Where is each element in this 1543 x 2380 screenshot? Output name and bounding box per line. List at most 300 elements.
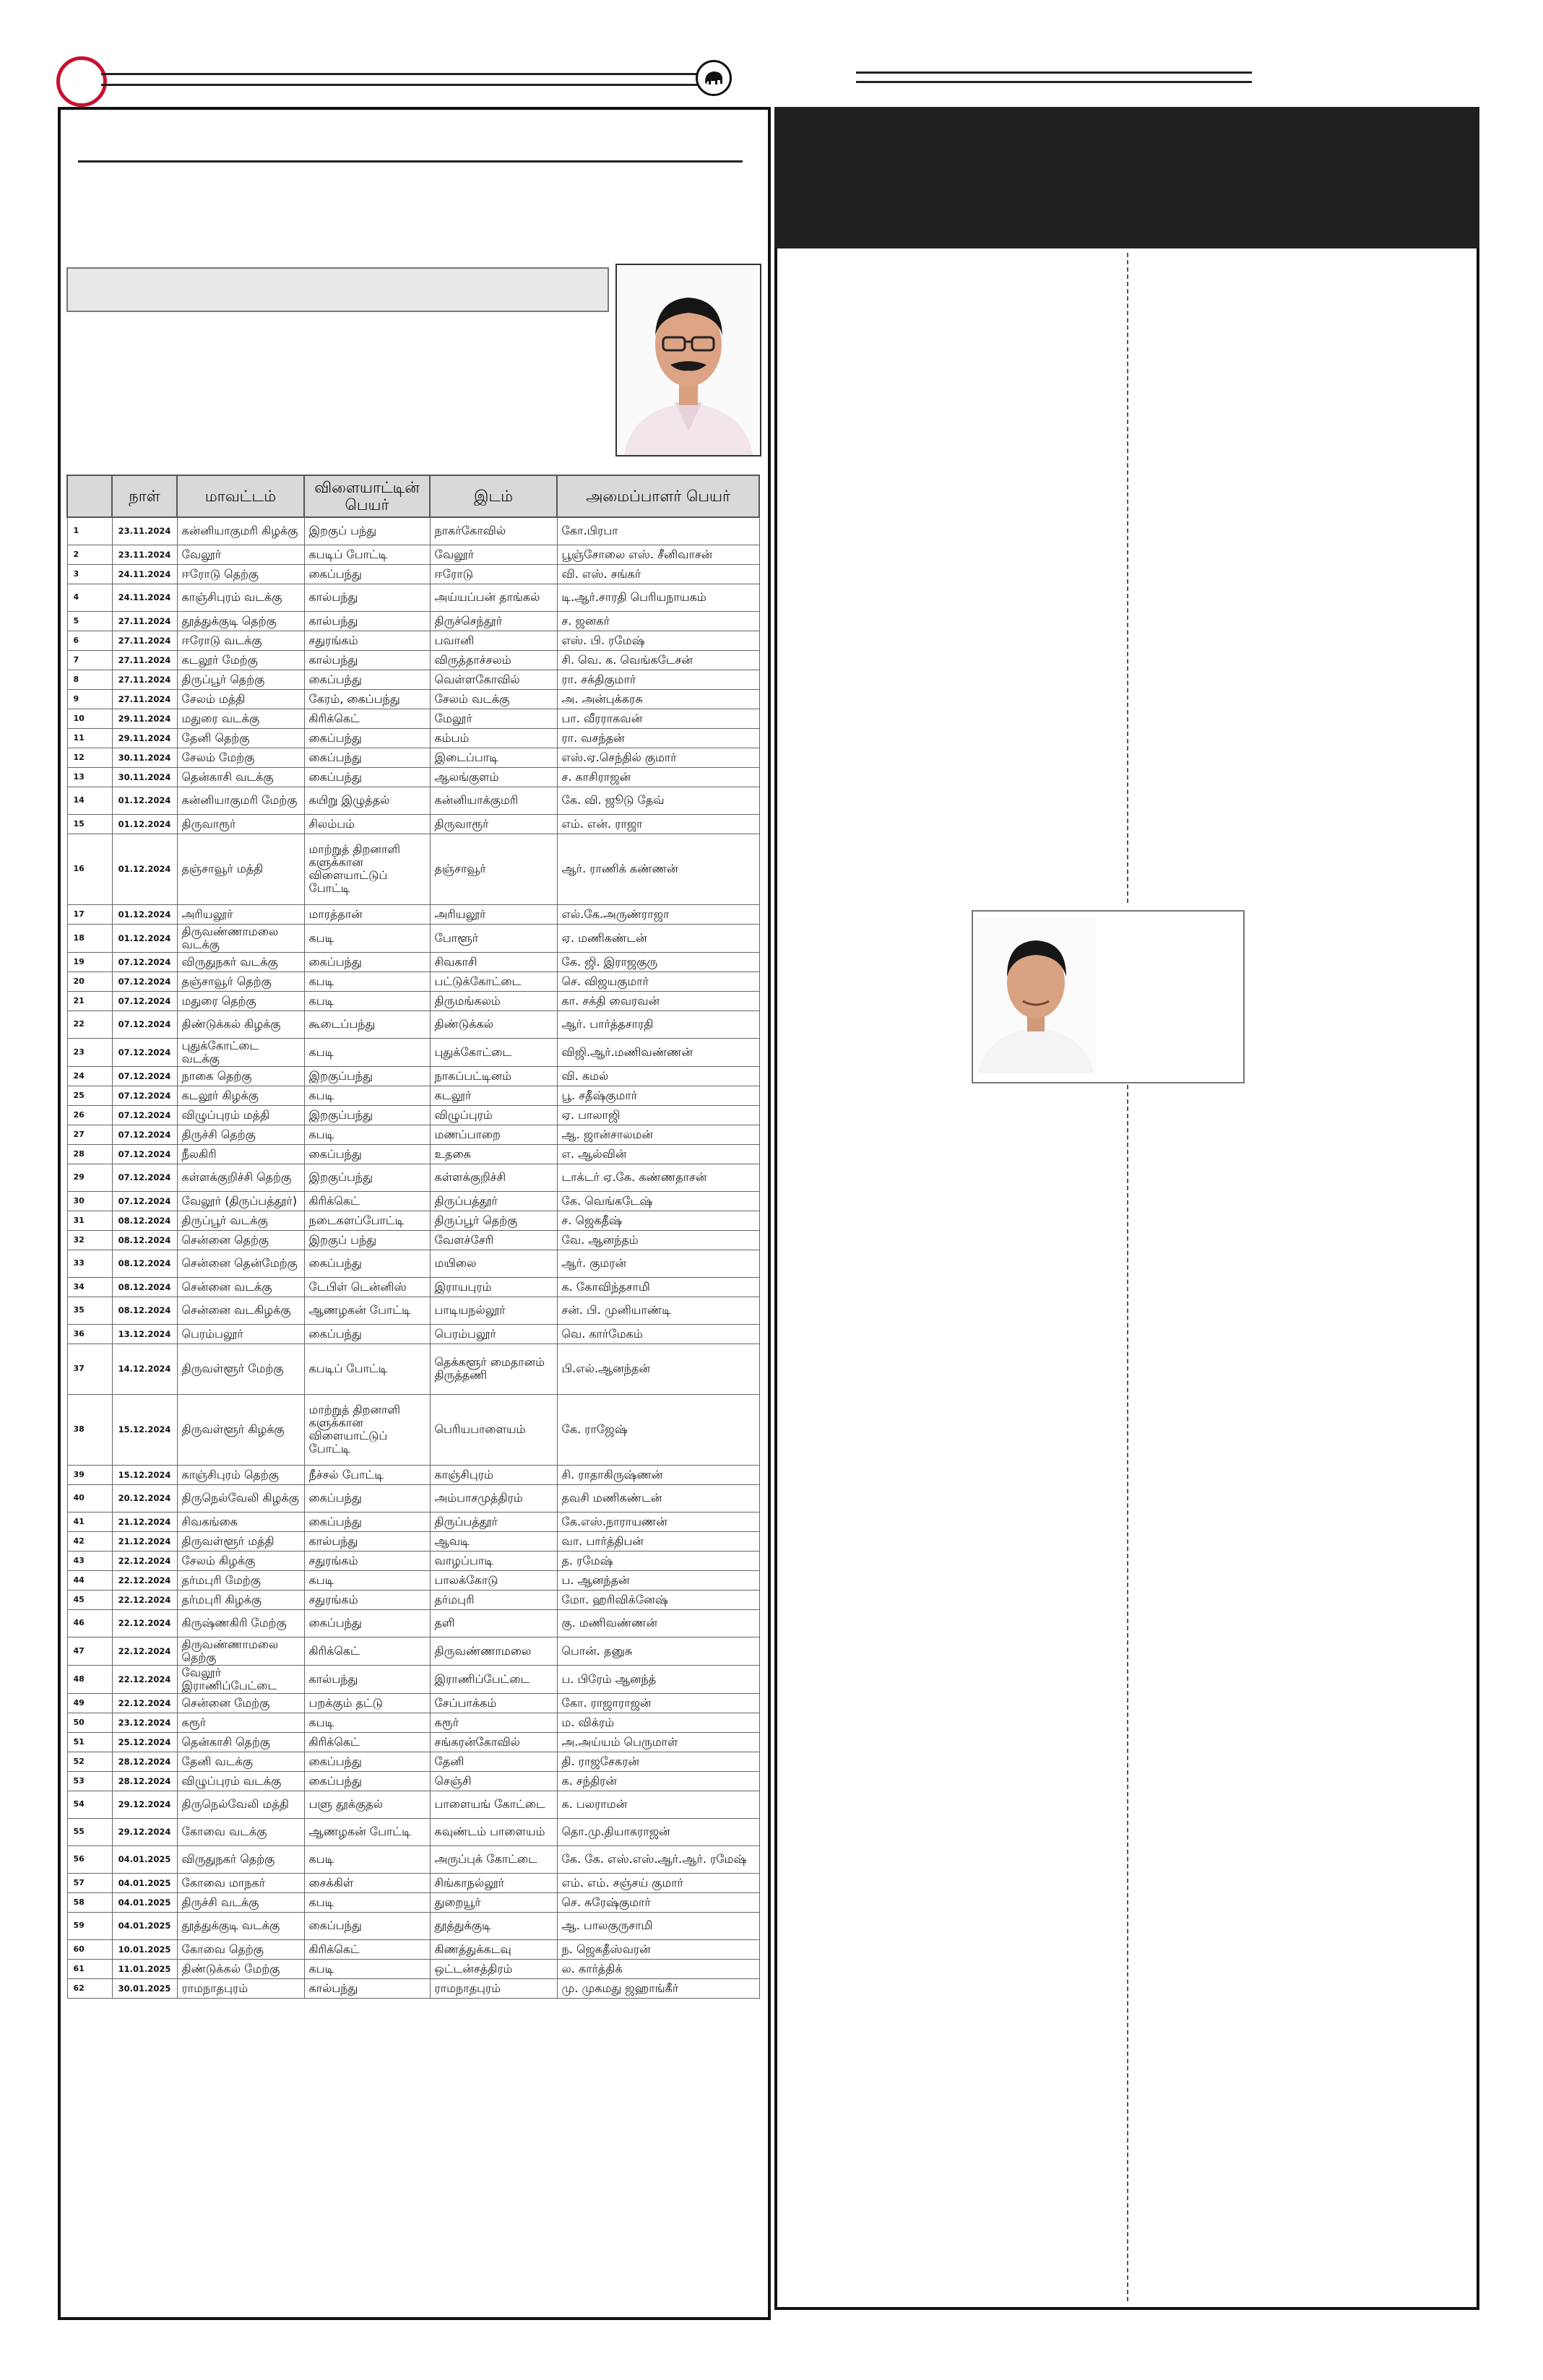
row-district: தேனி வடக்கு: [177, 1752, 304, 1771]
row-venue: திண்டுக்கல்: [430, 1011, 557, 1038]
row-number: 4: [67, 584, 112, 611]
row-number: 53: [67, 1771, 112, 1791]
row-district: திருப்பூர் வடக்கு: [177, 1211, 304, 1230]
table-row: [67, 1164, 759, 1191]
row-venue: பவானி: [430, 631, 557, 650]
table-row: [67, 991, 759, 1011]
row-date: 07.12.2024: [112, 1164, 177, 1191]
row-number: 43: [67, 1551, 112, 1570]
row-date: 29.11.2024: [112, 728, 177, 748]
table-row: [67, 1845, 759, 1873]
row-date: 22.12.2024: [112, 1693, 177, 1713]
row-number: 27: [67, 1125, 112, 1144]
row-venue: பட்டுக்கோட்டை: [430, 972, 557, 991]
row-venue: ஆவடி: [430, 1531, 557, 1551]
row-organizer: ஆ. ஜான்சாலமன்: [557, 1125, 759, 1144]
row-sport: நடைகளப்போட்டி: [304, 1211, 430, 1230]
row-number: 12: [67, 748, 112, 767]
row-number: 39: [67, 1465, 112, 1484]
row-date: 07.12.2024: [112, 1105, 177, 1125]
row-number: 57: [67, 1873, 112, 1892]
row-date: 24.11.2024: [112, 584, 177, 611]
row-district: தென்காசி தெற்கு: [177, 1732, 304, 1752]
table-row: [67, 1465, 759, 1484]
row-district: தர்மபுரி மேற்கு: [177, 1570, 304, 1590]
table-row: [67, 650, 759, 670]
row-date: 25.12.2024: [112, 1732, 177, 1752]
row-date: 01.12.2024: [112, 814, 177, 834]
row-date: 08.12.2024: [112, 1230, 177, 1250]
row-number: 62: [67, 1978, 112, 1998]
row-number: 14: [67, 787, 112, 814]
row-sport: கிரிக்கெட்: [304, 1732, 430, 1752]
row-venue: அருப்புக் கோட்டை: [430, 1845, 557, 1873]
row-venue: ஈரோடு: [430, 564, 557, 584]
row-date: 07.12.2024: [112, 1086, 177, 1105]
row-district: சேலம் மத்தி: [177, 689, 304, 709]
row-date: 29.12.2024: [112, 1791, 177, 1818]
row-venue: அரியலூர்: [430, 904, 557, 924]
row-sport: கபடிப் போட்டி: [304, 545, 430, 564]
row-venue: செஞ்சி: [430, 1771, 557, 1791]
row-district: சிவகங்கை: [177, 1512, 304, 1531]
row-date: 11.01.2025: [112, 1959, 177, 1978]
row-organizer: த. ரமேஷ்: [557, 1551, 759, 1570]
header-organizer: அமைப்பாளர் பெயர்: [557, 475, 759, 517]
table-row: [67, 1191, 759, 1211]
row-district: நாகை தெற்கு: [177, 1066, 304, 1086]
row-date: 27.11.2024: [112, 611, 177, 631]
row-district: புதுக்கோட்டை வடக்கு: [177, 1038, 304, 1066]
row-organizer: ஏ. மணிகண்டன்: [557, 924, 759, 952]
row-venue: புதுக்கோட்டை: [430, 1038, 557, 1066]
row-venue: இராயபுரம்: [430, 1277, 557, 1297]
row-district: சென்னை தெற்கு: [177, 1230, 304, 1250]
row-number: 26: [67, 1105, 112, 1125]
table-row: [67, 1892, 759, 1912]
table-row: [67, 1713, 759, 1732]
row-venue: விழுப்புரம்: [430, 1105, 557, 1125]
row-district: கோவை வடக்கு: [177, 1818, 304, 1845]
row-organizer: க. கோவிந்தசாமி: [557, 1277, 759, 1297]
row-sport: கால்பந்து: [304, 650, 430, 670]
row-district: திருவண்ணாமலை வடக்கு: [177, 924, 304, 952]
table-row: [67, 1637, 759, 1665]
row-number: 60: [67, 1939, 112, 1959]
right-headline-panel: [774, 107, 1479, 248]
row-district: விருதுநகர் தெற்கு: [177, 1845, 304, 1873]
row-sport: கிரிக்கெட்: [304, 1637, 430, 1665]
table-row: [67, 1590, 759, 1609]
row-sport: கபடி: [304, 1086, 430, 1105]
row-sport: கைப்பந்து: [304, 1512, 430, 1531]
row-sport: கைப்பந்து: [304, 767, 430, 787]
masthead-circle-ornament: [56, 56, 107, 107]
row-date: 08.12.2024: [112, 1211, 177, 1230]
row-venue: ஒட்டன்சத்திரம்: [430, 1959, 557, 1978]
row-venue: மணப்பாறை: [430, 1125, 557, 1144]
row-district: அரியலூர்: [177, 904, 304, 924]
row-date: 07.12.2024: [112, 972, 177, 991]
row-district: கள்ளக்குறிச்சி தெற்கு: [177, 1164, 304, 1191]
row-organizer: டி.ஆர்.சாரதி பெரியநாயகம்: [557, 584, 759, 611]
header-venue: இடம்: [430, 475, 557, 517]
row-venue: வாழப்பாடி: [430, 1551, 557, 1570]
row-number: 11: [67, 728, 112, 748]
row-organizer: கே. ராஜேஷ்: [557, 1394, 759, 1465]
row-date: 07.12.2024: [112, 991, 177, 1011]
row-number: 59: [67, 1912, 112, 1939]
row-venue: நாகப்பட்டினம்: [430, 1066, 557, 1086]
row-organizer: கு. மணிவண்ணன்: [557, 1609, 759, 1637]
row-sport: கைப்பந்து: [304, 1484, 430, 1512]
row-venue: சேலம் வடக்கு: [430, 689, 557, 709]
row-date: 04.01.2025: [112, 1845, 177, 1873]
table-row: [67, 1066, 759, 1086]
row-venue: திருப்பூர் தெற்கு: [430, 1211, 557, 1230]
table-row: [67, 1912, 759, 1939]
row-organizer: பா. வீரராகவன்: [557, 709, 759, 728]
row-number: 22: [67, 1011, 112, 1038]
table-row: [67, 787, 759, 814]
row-organizer: வே. ஆனந்தம்: [557, 1230, 759, 1250]
row-venue: ராமநாதபுரம்: [430, 1978, 557, 1998]
row-sport: கைப்பந்து: [304, 952, 430, 972]
row-venue: பாடியநல்லூர்: [430, 1297, 557, 1324]
row-date: 01.12.2024: [112, 834, 177, 904]
table-row: [67, 834, 759, 904]
row-date: 01.12.2024: [112, 924, 177, 952]
row-sport: கால்பந்து: [304, 1978, 430, 1998]
row-venue: கம்பம்: [430, 728, 557, 748]
row-number: 46: [67, 1609, 112, 1637]
table-row: [67, 1038, 759, 1066]
row-date: 29.12.2024: [112, 1818, 177, 1845]
row-organizer: சி. வெ. க. வெங்கடேசன்: [557, 650, 759, 670]
row-sport: மாரத்தான்: [304, 904, 430, 924]
row-district: கரூர்: [177, 1713, 304, 1732]
row-number: 18: [67, 924, 112, 952]
row-date: 07.12.2024: [112, 1011, 177, 1038]
row-venue: சேப்பாக்கம்: [430, 1693, 557, 1713]
row-sport: ஆணழகன் போட்டி: [304, 1818, 430, 1845]
row-organizer: செ. சுரேஷ்குமார்: [557, 1892, 759, 1912]
row-venue: நாகர்கோவில்: [430, 517, 557, 545]
row-district: தேனி தெற்கு: [177, 728, 304, 748]
row-date: 04.01.2025: [112, 1912, 177, 1939]
row-sport: கால்பந்து: [304, 1665, 430, 1693]
row-organizer: எஸ்.ஏ.செந்தில் குமார்: [557, 748, 759, 767]
row-organizer: ப. ஆனந்தன்: [557, 1570, 759, 1590]
header-number: [67, 475, 112, 517]
table-header-row: [67, 475, 759, 517]
row-date: 10.01.2025: [112, 1939, 177, 1959]
row-sport: கபடி: [304, 991, 430, 1011]
table-row: [67, 1484, 759, 1512]
row-venue: தஞ்சாவூர்: [430, 834, 557, 904]
table-body: [67, 517, 759, 1998]
row-venue: திருச்செந்தூர்: [430, 611, 557, 631]
row-organizer: கே. வி. ஜூடு தேவ்: [557, 787, 759, 814]
article-title-rule: [78, 160, 743, 163]
row-district: ஈரோடு தெற்கு: [177, 564, 304, 584]
header-district: மாவட்டம்: [177, 475, 304, 517]
row-organizer: எம். எம். சஞ்சய் குமார்: [557, 1873, 759, 1892]
row-organizer: பொன். தனுசு: [557, 1637, 759, 1665]
row-date: 04.01.2025: [112, 1873, 177, 1892]
table-row: [67, 564, 759, 584]
row-number: 31: [67, 1211, 112, 1230]
table-row: [67, 767, 759, 787]
row-district: தூத்துக்குடி வடக்கு: [177, 1912, 304, 1939]
row-district: திருப்பூர் தெற்கு: [177, 670, 304, 689]
table-row: [67, 1609, 759, 1637]
row-number: 28: [67, 1144, 112, 1164]
row-date: 07.12.2024: [112, 952, 177, 972]
table-row: [67, 1752, 759, 1771]
row-venue: கன்னியாக்குமரி: [430, 787, 557, 814]
row-sport: கயிறு இழுத்தல்: [304, 787, 430, 814]
row-venue: திருப்பத்தூர்: [430, 1191, 557, 1211]
row-district: நீலகிரி: [177, 1144, 304, 1164]
row-organizer: சன். பி. முனியாண்டி: [557, 1297, 759, 1324]
row-organizer: பூஞ்சோலை எஸ். சீனிவாசன்: [557, 545, 759, 564]
row-organizer: க. பலராமன்: [557, 1791, 759, 1818]
row-number: 37: [67, 1343, 112, 1394]
row-date: 21.12.2024: [112, 1512, 177, 1531]
table-row: [67, 1665, 759, 1693]
table-row: [67, 1791, 759, 1818]
row-organizer: எம். என். ராஜா: [557, 814, 759, 834]
row-district: சென்னை தென்மேற்கு: [177, 1250, 304, 1277]
row-venue: திருவாரூர்: [430, 814, 557, 834]
row-district: வேலூர் (திருப்பத்தூர்): [177, 1191, 304, 1211]
row-sport: இறகுப்பந்து: [304, 1164, 430, 1191]
table-row: [67, 1324, 759, 1343]
row-sport: இறகுப் பந்து: [304, 1230, 430, 1250]
row-venue: தேனி: [430, 1752, 557, 1771]
row-organizer: கே. வெங்கடேஷ்: [557, 1191, 759, 1211]
row-district: திருச்சி தெற்கு: [177, 1125, 304, 1144]
row-date: 27.11.2024: [112, 689, 177, 709]
row-district: திருவள்ளூர் மத்தி: [177, 1531, 304, 1551]
row-organizer: பூ. சதீஷ்குமார்: [557, 1086, 759, 1105]
row-sport: சைக்கிள்: [304, 1873, 430, 1892]
table-row: [67, 1144, 759, 1164]
row-venue: வெள்ளகோவில்: [430, 670, 557, 689]
table-row: [67, 728, 759, 748]
row-number: 41: [67, 1512, 112, 1531]
row-district: சேலம் மேற்கு: [177, 748, 304, 767]
row-organizer: ச. ஜனகர்: [557, 611, 759, 631]
row-sport: மாற்றுத் திறனாளி களுக்கான விளையாட்டுப் போட்டி: [304, 1394, 430, 1465]
row-venue: போளூர்: [430, 924, 557, 952]
row-number: 36: [67, 1324, 112, 1343]
row-sport: மாற்றுத் திறனாளி களுக்கான விளையாட்டுப் போட்டி: [304, 834, 430, 904]
row-district: தஞ்சாவூர் தெற்கு: [177, 972, 304, 991]
row-date: 22.12.2024: [112, 1665, 177, 1693]
row-venue: தெக்களூர் மைதானம் திருத்தணி: [430, 1343, 557, 1394]
table-row: [67, 1693, 759, 1713]
row-date: 08.12.2024: [112, 1277, 177, 1297]
author-photo-1: [615, 264, 761, 456]
row-date: 22.12.2024: [112, 1570, 177, 1590]
column-divider-lower: [1127, 1085, 1128, 2301]
row-organizer: வெ. கார்மேகம்: [557, 1324, 759, 1343]
row-sport: சதுரங்கம்: [304, 631, 430, 650]
row-venue: தர்மபுரி: [430, 1590, 557, 1609]
row-district: கோவை தெற்கு: [177, 1939, 304, 1959]
table-row: [67, 1105, 759, 1125]
row-sport: கபடி: [304, 1892, 430, 1912]
masthead-double-rule-right: [856, 72, 1252, 83]
row-district: வேலூர்: [177, 545, 304, 564]
row-date: 30.11.2024: [112, 748, 177, 767]
table-row: [67, 972, 759, 991]
row-sport: கபடி: [304, 1125, 430, 1144]
row-venue: விருத்தாச்சலம்: [430, 650, 557, 670]
row-number: 21: [67, 991, 112, 1011]
row-venue: அய்யப்பன் தாங்கல்: [430, 584, 557, 611]
row-district: கடலூர் கிழக்கு: [177, 1086, 304, 1105]
row-venue: சங்கரன்கோவில்: [430, 1732, 557, 1752]
row-number: 42: [67, 1531, 112, 1551]
row-sport: கைப்பந்து: [304, 1609, 430, 1637]
row-date: 13.12.2024: [112, 1324, 177, 1343]
table-row: [67, 670, 759, 689]
row-date: 01.12.2024: [112, 904, 177, 924]
row-sport: கபடிப் போட்டி: [304, 1343, 430, 1394]
row-number: 61: [67, 1959, 112, 1978]
row-number: 2: [67, 545, 112, 564]
row-number: 15: [67, 814, 112, 834]
row-organizer: எ. ஆல்வின்: [557, 1144, 759, 1164]
row-district: கோவை மாநகர்: [177, 1873, 304, 1892]
header-sport: விளையாட்டின் பெயர்: [304, 475, 430, 517]
table-row: [67, 517, 759, 545]
row-venue: வேலூர்: [430, 545, 557, 564]
row-district: திருநெல்வேலி கிழக்கு: [177, 1484, 304, 1512]
row-sport: கேரம், கைப்பந்து: [304, 689, 430, 709]
row-organizer: கே. கே. எஸ்.எஸ்.ஆர்.ஆர். ரமேஷ்: [557, 1845, 759, 1873]
row-venue: பாளையங் கோட்டை: [430, 1791, 557, 1818]
row-number: 49: [67, 1693, 112, 1713]
row-number: 33: [67, 1250, 112, 1277]
row-venue: கடலூர்: [430, 1086, 557, 1105]
table-row: [67, 1211, 759, 1230]
row-sport: கைப்பந்து: [304, 748, 430, 767]
row-date: 27.11.2024: [112, 650, 177, 670]
row-number: 23: [67, 1038, 112, 1066]
row-district: சென்னை மேற்கு: [177, 1693, 304, 1713]
row-number: 52: [67, 1752, 112, 1771]
row-date: 08.12.2024: [112, 1250, 177, 1277]
row-organizer: சி. ராதாகிருஷ்ணன்: [557, 1465, 759, 1484]
row-organizer: ஆர். குமரன்: [557, 1250, 759, 1277]
row-date: 08.12.2024: [112, 1297, 177, 1324]
row-sport: கபடி: [304, 1038, 430, 1066]
row-sport: நீச்சல் போட்டி: [304, 1465, 430, 1484]
row-organizer: ஆர். ராணிக் கண்ணன்: [557, 834, 759, 904]
masthead-double-rule-left: [101, 73, 697, 86]
table-row: [67, 1570, 759, 1590]
row-sport: கைப்பந்து: [304, 564, 430, 584]
table-row: [67, 689, 759, 709]
row-organizer: ச. காசிராஜன்: [557, 767, 759, 787]
row-venue: துறையூர்: [430, 1892, 557, 1912]
row-organizer: செ. விஜயகுமார்: [557, 972, 759, 991]
row-sport: கபடி: [304, 1959, 430, 1978]
row-sport: கைப்பந்து: [304, 1324, 430, 1343]
row-sport: கைப்பந்து: [304, 1250, 430, 1277]
table-row: [67, 1512, 759, 1531]
row-district: விருதுநகர் வடக்கு: [177, 952, 304, 972]
row-sport: கைப்பந்து: [304, 1771, 430, 1791]
row-date: 30.11.2024: [112, 767, 177, 787]
row-sport: டேபிள் டென்னிஸ்: [304, 1277, 430, 1297]
row-district: திருவாரூர்: [177, 814, 304, 834]
row-venue: மயிலை: [430, 1250, 557, 1277]
row-district: தூத்துக்குடி தெற்கு: [177, 611, 304, 631]
row-sport: இறகுப் பந்து: [304, 517, 430, 545]
row-organizer: ம. விக்ரம்: [557, 1713, 759, 1732]
row-venue: இராணிப்பேட்டை: [430, 1665, 557, 1693]
table-row: [67, 1277, 759, 1297]
row-sport: கிரிக்கெட்: [304, 1939, 430, 1959]
row-date: 30.01.2025: [112, 1978, 177, 1998]
row-date: 23.11.2024: [112, 517, 177, 545]
row-organizer: வி. கமல்: [557, 1066, 759, 1086]
row-date: 14.12.2024: [112, 1343, 177, 1394]
table-row: [67, 1011, 759, 1038]
table-row: [67, 952, 759, 972]
row-date: 07.12.2024: [112, 1125, 177, 1144]
row-number: 24: [67, 1066, 112, 1086]
row-number: 51: [67, 1732, 112, 1752]
row-venue: திருவண்ணாமலை: [430, 1637, 557, 1665]
row-district: ஈரோடு வடக்கு: [177, 631, 304, 650]
row-number: 30: [67, 1191, 112, 1211]
row-sport: கபடி: [304, 1713, 430, 1732]
row-date: 07.12.2024: [112, 1066, 177, 1086]
row-organizer: கா. சக்தி வைரவன்: [557, 991, 759, 1011]
table-row: [67, 924, 759, 952]
row-venue: உதகை: [430, 1144, 557, 1164]
row-district: ராமநாதபுரம்: [177, 1978, 304, 1998]
row-date: 22.12.2024: [112, 1637, 177, 1665]
table-row: [67, 1086, 759, 1105]
row-venue: கரூர்: [430, 1713, 557, 1732]
row-sport: சிலம்பம்: [304, 814, 430, 834]
row-district: திண்டுக்கல் கிழக்கு: [177, 1011, 304, 1038]
row-number: 6: [67, 631, 112, 650]
table-row: [67, 1250, 759, 1277]
row-sport: ஆணழகன் போட்டி: [304, 1297, 430, 1324]
row-number: 56: [67, 1845, 112, 1873]
row-number: 7: [67, 650, 112, 670]
row-organizer: தவசி மணிகண்டன்: [557, 1484, 759, 1512]
table-row: [67, 1939, 759, 1959]
row-number: 1: [67, 517, 112, 545]
article-subtitle-bar: [66, 267, 609, 312]
row-number: 16: [67, 834, 112, 904]
row-organizer: கோ.பிரபா: [557, 517, 759, 545]
row-venue: மேலூர்: [430, 709, 557, 728]
row-district: காஞ்சிபுரம் வடக்கு: [177, 584, 304, 611]
row-date: 22.12.2024: [112, 1590, 177, 1609]
author-photo-2: [975, 919, 1097, 1073]
row-organizer: க. சந்திரன்: [557, 1771, 759, 1791]
